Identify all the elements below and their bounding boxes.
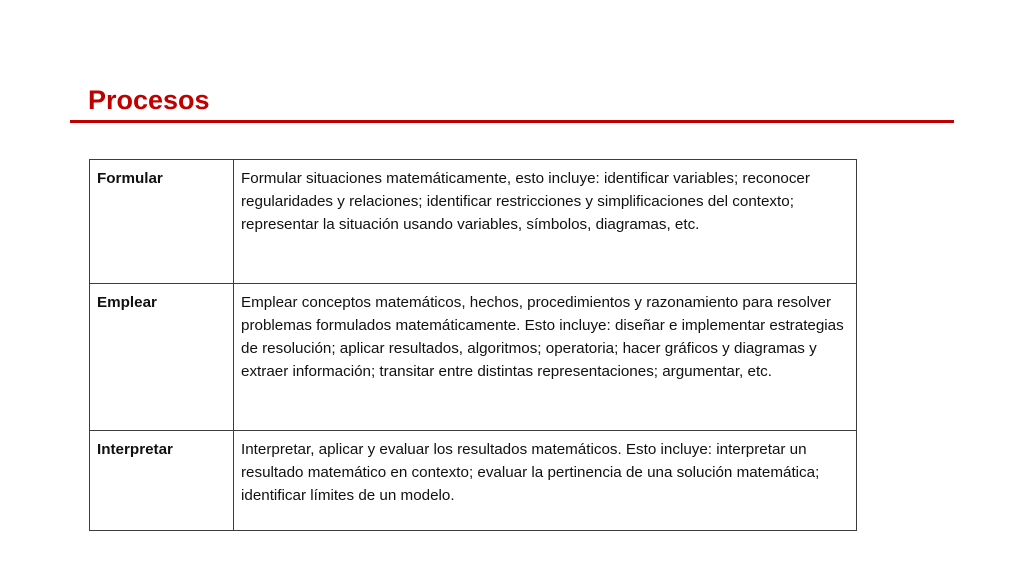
process-term-interpretar: Interpretar [90, 431, 234, 531]
process-description-emplear: Emplear conceptos matemáticos, hechos, procedimientos y razonamiento para resolver problemas formulados matemáticamente. Esto incluye: diseñar e implementar estrategias de resolución; aplicar resultados, algoritmos; operatoria; hacer gráficos y diagramas y extraer información; transitar entre distintas representaciones; argumentar, etc. [234, 284, 857, 431]
process-description-interpretar: Interpretar, aplicar y evaluar los resultados matemáticos. Esto incluye: interpretar un resultado matemático en contexto; evaluar la pertinencia de una solución matemática; identificar límites de un modelo. [234, 431, 857, 531]
process-term-formular: Formular [90, 160, 234, 284]
table-row [90, 431, 857, 531]
process-description-formular: Formular situaciones matemáticamente, esto incluye: identificar variables; reconocer regularidades y relaciones; identificar restricciones y simplificaciones del contexto; representar la situación usando variables, símbolos, diagramas, etc. [234, 160, 857, 284]
slide-title: Procesos [88, 85, 210, 115]
processes-table [89, 159, 857, 531]
process-term-emplear: Emplear [90, 284, 234, 431]
title-underline [70, 120, 954, 123]
table-row [90, 160, 857, 284]
table-row [90, 284, 857, 431]
